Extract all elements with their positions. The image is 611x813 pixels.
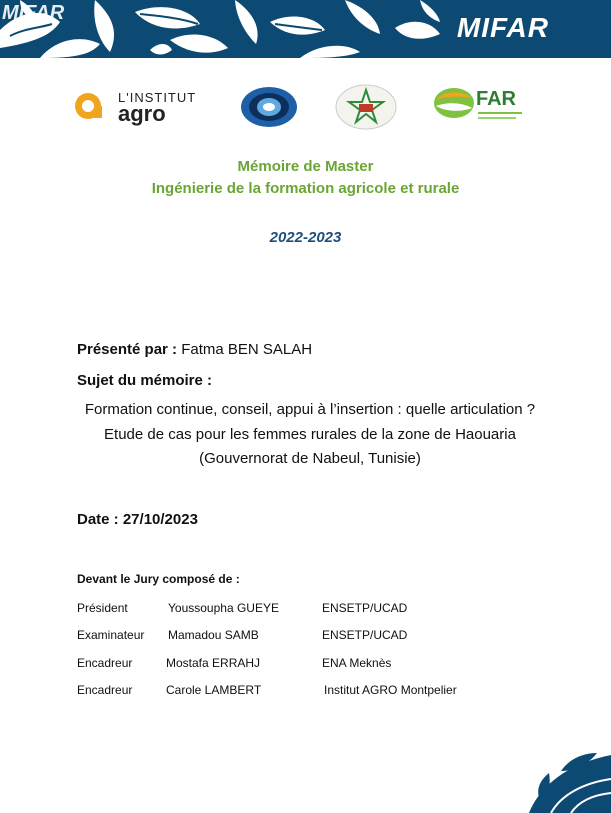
subject-label: Sujet du mémoire :	[77, 372, 213, 389]
academic-year: 2022-2023	[269, 229, 342, 246]
defense-date: Date : 27/10/2023	[77, 511, 198, 528]
program-name: Ingénierie de la formation agricole et rurale	[151, 180, 460, 197]
institut-agro-icon	[72, 90, 112, 122]
jury-role: Encadreur	[77, 683, 133, 697]
jury-role: Encadreur	[77, 656, 133, 670]
header-banner	[0, 0, 611, 58]
subject-line-3: (Gouvernorat de Nabeul, Tunisie)	[199, 450, 421, 467]
jury-role: Examinateur	[77, 628, 145, 642]
partner-logos	[0, 82, 611, 132]
far-underline-2	[478, 117, 516, 119]
far-text: FAR	[476, 88, 516, 110]
thesis-type: Mémoire de Master	[237, 158, 374, 175]
jury-institution: Institut AGRO Montpelier	[324, 683, 457, 697]
leaf-decoration	[521, 743, 611, 813]
subject-line-2: Etude de cas pour les femmes rurales de la zone de Haouaria	[104, 425, 516, 443]
author-name: Fatma BEN SALAH	[177, 341, 313, 358]
far-icon	[432, 86, 476, 120]
ena-emblem-logo	[335, 84, 397, 130]
jury-name: Carole LAMBERT	[166, 683, 262, 697]
jury-heading: Devant le Jury composé de :	[77, 572, 240, 586]
brand-mifar: MIFAR	[456, 12, 549, 43]
jury-institution: ENSETP/UCAD	[322, 601, 408, 615]
jury-institution: ENA Meknès	[322, 656, 392, 670]
far-underline	[478, 112, 522, 114]
jury-name: Youssoupha GUEYE	[168, 601, 279, 615]
jury-role: Président	[77, 601, 128, 615]
brand-watermark-left: MIFAR	[2, 2, 65, 24]
presented-by	[77, 341, 312, 358]
institut-agro-line2: agro	[118, 101, 166, 126]
subject-line-1: Formation continue, conseil, appui à l’insertion : quelle articulation ?	[84, 401, 536, 418]
jury-name: Mostafa ERRAHJ	[166, 656, 261, 670]
jury-name: Mamadou SAMB	[168, 628, 259, 642]
institut-agro-logo	[72, 90, 212, 126]
presented-label: Présenté par :	[77, 341, 178, 358]
institut-agro-line1: L'INSTITUT	[118, 90, 197, 105]
subject-text	[0, 398, 611, 472]
round-emblem-logo	[240, 86, 298, 128]
far-logo	[432, 86, 527, 126]
jury-institution: ENSETP/UCAD	[322, 628, 408, 642]
